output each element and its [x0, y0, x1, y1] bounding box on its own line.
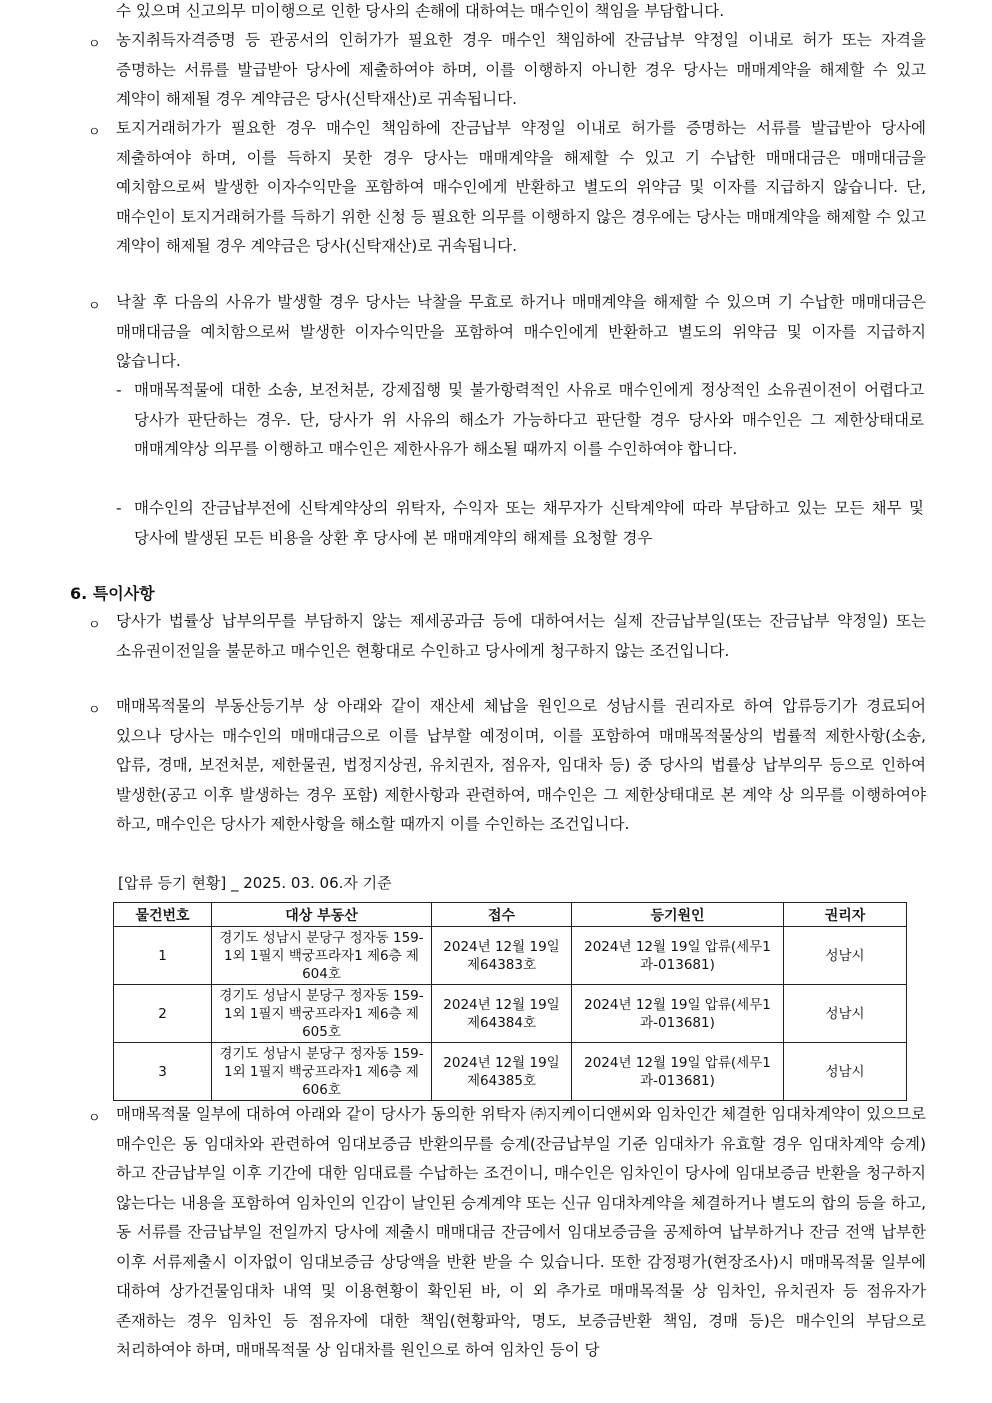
cell-cause: 2024년 12월 19일 압류(세무1과-013681) [572, 927, 784, 985]
cell-property: 경기도 성남시 분당구 정자동 159-1외 1필지 백궁프라자1 제6층 제605호 [212, 985, 432, 1043]
bullet-void-award-text: 낙찰 후 다음의 사유가 발생할 경우 당사는 낙찰을 무효로 하거나 매매계약을 해제할 수 있으며 기 수납한 매매대금은 매매대금을 예치함으로써 발생한 이자수익만을 포함하여 매수인에게 반환하고 별도의 위약금 및 이자를 지급하지 않습니다. [116, 293, 926, 370]
bullet-marker: ㅇ [88, 618, 101, 633]
header-item-no: 물건번호 [114, 903, 212, 927]
cell-cause: 2024년 12월 19일 압류(세무1과-013681) [572, 985, 784, 1043]
dash-item-termination-text: 매수인의 잔금납부전에 신탁계약상의 위탁자, 수익자 또는 채무자가 신탁계약에 따라 부담하고 있는 모든 채무 및 당사에 발생된 모든 비용을 상환 후 당사에 본 매매계약의 해제를 요청할 경우 [134, 499, 924, 547]
header-right-holder: 권리자 [784, 903, 907, 927]
dash-item-termination [116, 494, 924, 553]
header-cause: 등기원인 [572, 903, 784, 927]
table-row [114, 927, 907, 985]
bullet-lease [88, 1100, 926, 1366]
bullet-seizure [88, 692, 926, 840]
cell-item-no: 2 [114, 985, 212, 1043]
bullet-void-award [88, 288, 926, 377]
bullet-land-permit [88, 114, 926, 262]
bullet-seizure-text: 매매목적물의 부동산등기부 상 아래와 같이 재산세 체납을 원인으로 성남시를 권리자로 하여 압류등기가 경료되어 있으나 당사는 매수인의 매매대금으로 이를 납부할 예정이며, 이를 포함하여 매매목적물상의 법률적 제한사항(소송, 압류, 경매, 보전처분, 제한물권, 법정지상권, 유치권자, 점유자, 임대차 등) 중 당사의 법률상 납부의무 등으로 인하여 발생한(공고 이후 발생하는 경우 포함) 제한사항과 관련하여, 매수인은 그 제한상태대로 본 계약 상 의무를 이행하여야 하고, 매수인은 당사가 제한사항을 해소할 때까지 이를 수인하는 조건입니다. [116, 697, 926, 833]
dash-item-litigation-text: 매매목적물에 대한 소송, 보전처분, 강제집행 및 불가항력적인 사유로 매수인에게 정상적인 소유권이전이 어렵다고 당사가 판단하는 경우. 단, 당사가 위 사유의 해소가 가능하다고 판단할 경우 당사와 매수인은 그 제한상태대로 매매계약상 의무를 이행하고 매수인은 제한사유가 해소될 때까지 이를 수인하여야 합니다. [134, 381, 924, 458]
cell-cause: 2024년 12월 19일 압류(세무1과-013681) [572, 1043, 784, 1101]
seizure-registry-table [113, 902, 907, 1101]
cell-property: 경기도 성남시 분당구 정자동 159-1외 1필지 백궁프라자1 제6층 제606호 [212, 1043, 432, 1101]
bullet-marker: ㅇ [88, 1111, 101, 1126]
cell-property: 경기도 성남시 분당구 정자동 159-1외 1필지 백궁프라자1 제6층 제604호 [212, 927, 432, 985]
bullet-farmland [88, 26, 926, 115]
cell-receipt: 2024년 12월 19일 제64384호 [432, 985, 572, 1043]
bullet-taxes [88, 607, 926, 666]
cell-item-no: 1 [114, 927, 212, 985]
dash-marker: - [116, 499, 122, 517]
table-row [114, 985, 907, 1043]
bullet-marker: ㅇ [88, 703, 101, 718]
header-receipt: 접수 [432, 903, 572, 927]
cell-right-holder: 성남시 [784, 927, 907, 985]
continued-paragraph [88, 0, 926, 27]
dash-marker: - [116, 381, 122, 399]
cell-item-no: 3 [114, 1043, 212, 1101]
bullet-lease-text: 매매목적물 일부에 대하여 아래와 같이 당사가 동의한 위탁자 ㈜지케이디앤씨와 임차인간 체결한 임대차계약이 있으므로 매수인은 동 임대차와 관련하여 임대보증금 반환의무를 승계(잔금납부일 기준 임대차가 유효할 경우 임대차계약 승계)하고 잔금납부일 이후 기간에 대한 임대료를 수납하는 조건이니, 매수인은 임차인이 당사에 임대보증금 반환을 청구하지 않는다는 내용을 포함하여 임차인의 인감이 날인된 승계계약 또는 신규 임대차계약을 체결하거나 별도의 합의 등을 하고, 동 서류를 잔금납부일 전일까지 당사에 제출시 매매대금 잔금에서 임대보증금을 공제하여 납부하거나 잔금 전액 납부한 이후 서류제출시 이자없이 임대보증금 상당액을 반환 받을 수 있습니다. 또한 감정평가(현장조사)시 매매목적물 일부에 대하여 상가건물임대차 내역 및 이용현황이 확인된 바, 이 외 추가로 매매목적물 상 임차인, 유치권자 등 점유자가 존재하는 경우 임차인 등 점유자에 대한 책임(현황파악, 명도, 보증금반환 책임, 경매 등)은 매수인의 부담으로 처리하여야 하며, 매매목적물 상 임대차를 원인으로 하여 임차인 등이 당 [116, 1105, 926, 1359]
table-row [114, 1043, 907, 1101]
cell-right-holder: 성남시 [784, 1043, 907, 1101]
bullet-farmland-text: 농지취득자격증명 등 관공서의 인허가가 필요한 경우 매수인 책임하에 잔금납부 약정일 이내로 허가 또는 자격을 증명하는 서류를 발급받아 당사에 제출하여야 하며, 이를 이행하지 아니한 경우 당사는 매매계약을 해제할 수 있고 계약이 해제될 경우 계약금은 당사(신탁재산)로 귀속됩니다. [116, 31, 926, 108]
continued-text: 수 있으며 신고의무 미이행으로 인한 당사의 손해에 대하여는 매수인이 책임을 부담합니다. [116, 2, 725, 20]
bullet-marker: ㅇ [88, 125, 101, 140]
table-header-row [114, 903, 907, 927]
bullet-marker: ㅇ [88, 37, 101, 52]
bullet-taxes-text: 당사가 법률상 납부의무를 부담하지 않는 제세공과금 등에 대하여서는 실제 잔금납부일(또는 잔금납부 약정일) 또는 소유권이전일을 불문하고 매수인은 현황대로 수인하고 당사에게 청구하지 않는 조건입니다. [116, 612, 926, 660]
cell-receipt: 2024년 12월 19일 제64383호 [432, 927, 572, 985]
dash-item-litigation [116, 376, 924, 465]
bullet-land-permit-text: 토지거래허가가 필요한 경우 매수인 책임하에 잔금납부 약정일 이내로 허가를 증명하는 서류를 발급받아 당사에 제출하여야 하며, 이를 득하지 못한 경우 당사는 매매계약을 해제할 수 있고 기 수납한 매매대금은 매매대금을 예치함으로써 발생한 이자수익만을 포함하여 매수인에게 반환하고 별도의 위약금 및 이자를 지급하지 않습니다. 단, 매수인이 토지거래허가를 득하기 위한 신청 등 필요한 의무를 이행하지 않은 경우에는 당사는 매매계약을 해제할 수 있고 계약이 해제될 경우 계약금은 당사(신탁재산)로 귀속됩니다. [116, 119, 926, 255]
section-title: 6. 특이사항 [70, 584, 155, 603]
table-caption: [압류 등기 현황] _ 2025. 03. 06.자 기준 [118, 874, 392, 892]
cell-receipt: 2024년 12월 19일 제64385호 [432, 1043, 572, 1101]
cell-right-holder: 성남시 [784, 985, 907, 1043]
bullet-marker: ㅇ [88, 299, 101, 314]
header-property: 대상 부동산 [212, 903, 432, 927]
